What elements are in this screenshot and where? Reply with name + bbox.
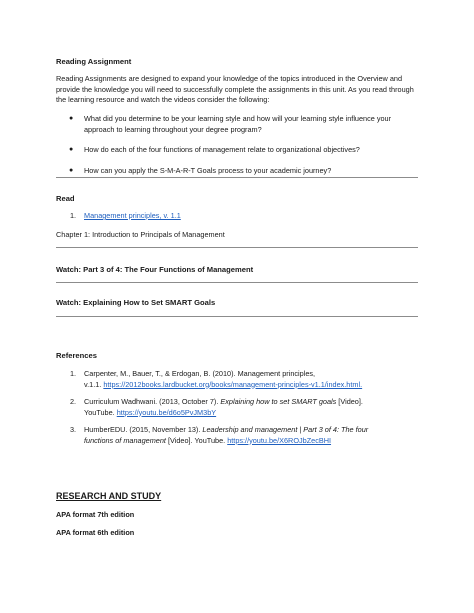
- reference-line: [84, 380, 418, 391]
- list-item: ● How do each of the four functions of management relate to organizational objectives?: [69, 145, 360, 154]
- reference-text: HumberEDU. (2015, November 13).: [84, 425, 203, 434]
- list-item: ● What did you determine to be your learning style and how will your learning style influence your approach to learning throughout your degree program?: [69, 114, 392, 134]
- reference-title: Explaining how to set SMART goals: [220, 397, 337, 406]
- reference-item: [56, 369, 418, 390]
- section-divider: [56, 247, 418, 248]
- references-heading: References: [56, 351, 97, 360]
- reference-line: [84, 408, 418, 419]
- list-number: 2.: [70, 397, 77, 406]
- read-heading: Read: [56, 194, 75, 203]
- section-divider: [56, 316, 418, 317]
- bullet-icon: ●: [69, 115, 74, 122]
- chapter-text: Chapter 1: Introduction to Principals of Management: [56, 230, 225, 239]
- reference-line: [84, 436, 418, 447]
- reference-url-link[interactable]: https://2012books.lardbucket.org/books/management-principles-v1.1/index.html.: [103, 379, 363, 389]
- section-divider: [56, 282, 418, 283]
- apa-6th-edition-label: APA format 6th edition: [56, 528, 135, 537]
- research-and-study-heading: RESEARCH AND STUDY: [56, 491, 162, 501]
- reference-title: functions of management: [84, 435, 166, 445]
- apa-7th-edition-label: APA format 7th edition: [56, 510, 135, 519]
- reference-url-link[interactable]: https://youtu.be/X6ROJbZecBHI: [227, 435, 332, 445]
- section-divider: [56, 177, 418, 178]
- watch-smart-goals-heading: Watch: Explaining How to Set SMART Goals: [56, 298, 216, 307]
- reference-text: v.1.1.: [84, 379, 102, 389]
- reference-item: [56, 397, 418, 418]
- list-item: ● How can you apply the S-M-A-R-T Goals process to your academic journey?: [69, 165, 332, 175]
- reference-line: [84, 397, 418, 408]
- bullet-icon: ●: [69, 166, 74, 174]
- reference-text: [Video].: [336, 397, 363, 406]
- reference-item: [56, 425, 418, 446]
- reference-line: [84, 425, 418, 436]
- reading-questions-list: [56, 114, 418, 176]
- reference-text: Carpenter, M., Bauer, T., & Erdogan, B. (2010). Management principles,: [84, 369, 316, 378]
- read-item: [56, 211, 418, 222]
- reading-assignment-heading: Reading Assignment: [56, 57, 132, 66]
- list-number: 1.: [70, 211, 77, 220]
- reference-title: Leadership and management | Part 3 of 4: The four: [202, 425, 369, 434]
- reference-text: Curriculum Wadhwani. (2013, October 7).: [84, 397, 221, 406]
- reference-url-link[interactable]: https://youtu.be/d6o5PvJM3bY: [116, 407, 217, 417]
- bullet-icon: ●: [69, 146, 74, 153]
- watch-four-functions-heading: Watch: Part 3 of 4: The Four Functions of Management: [56, 265, 254, 274]
- list-number: 3.: [70, 425, 77, 434]
- reading-assignment-intro: Reading Assignments are designed to expand your knowledge of the topics introduced in the Overview and provide the knowledge you will need to successfully complete the assignments in this unit. As you read through the learning resource and watch the videos consider the following:: [56, 74, 414, 104]
- list-number: 1.: [70, 369, 77, 378]
- reference-text: YouTube.: [84, 407, 117, 417]
- reference-text: [Video]. YouTube.: [165, 435, 228, 445]
- management-principles-link[interactable]: Management principles, v. 1.1: [84, 211, 181, 220]
